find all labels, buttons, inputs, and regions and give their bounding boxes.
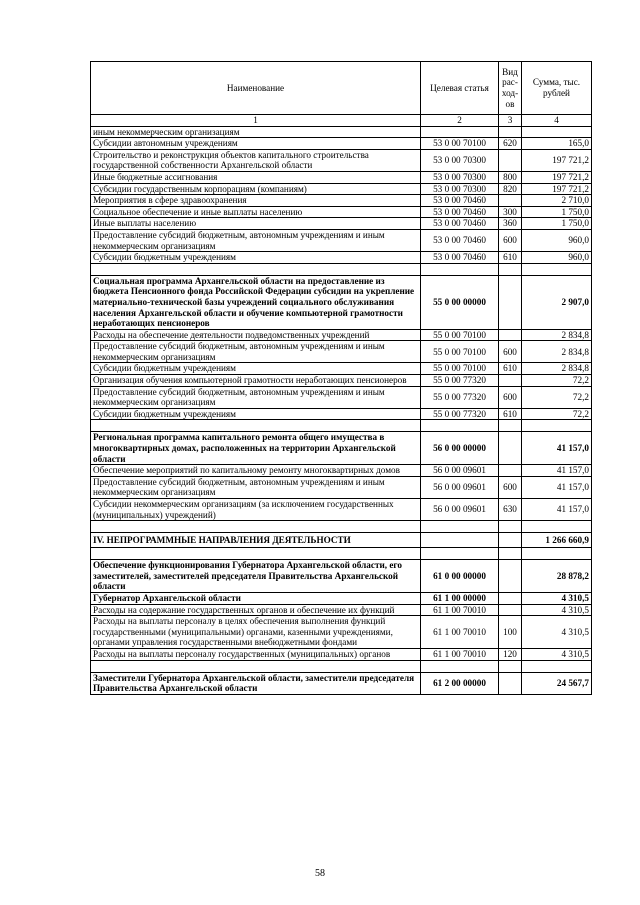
cell-code: 56 0 00 00000 (421, 432, 499, 465)
cell-sum: 197 721,2 (522, 183, 592, 195)
table-row (91, 432, 592, 465)
table-row (91, 252, 592, 264)
table-row (91, 218, 592, 230)
cell-name: Субсидии автономным учреждениям (91, 138, 421, 150)
cell-name: Субсидии бюджетным учреждениям (91, 408, 421, 420)
cell-name: Организация обучения компьютерной грамотности неработающих пенсионеров (91, 375, 421, 387)
cell-code: 55 0 00 77320 (421, 386, 499, 408)
cell-exp (499, 548, 522, 560)
cell-exp (499, 465, 522, 477)
budget-table (90, 61, 592, 695)
cell-exp (499, 195, 522, 207)
table-header-row (91, 62, 592, 115)
cell-name: Расходы на содержание государственных органов и обеспечение их функций (91, 604, 421, 616)
cell-sum: 2 834,8 (522, 329, 592, 341)
header-code: Целевая статья (421, 62, 499, 115)
cell-exp (499, 275, 522, 329)
cell-name: Обеспечение функционирования Губернатора Архангельской области, его заместителей, заместителей председателя Правительства Архангельской области (91, 560, 421, 593)
cell-name: Субсидии бюджетным учреждениям (91, 363, 421, 375)
cell-exp: 820 (499, 183, 522, 195)
cell-exp: 800 (499, 171, 522, 183)
cell-sum: 2 834,8 (522, 341, 592, 363)
cell-name: Иные выплаты населению (91, 218, 421, 230)
cell-exp (499, 149, 522, 171)
spacer-row (91, 660, 592, 672)
cell-code (421, 263, 499, 275)
cell-code: 56 0 00 09601 (421, 465, 499, 477)
cell-exp: 120 (499, 648, 522, 660)
table-row (91, 341, 592, 363)
table-row (91, 465, 592, 477)
header-index-1: 1 (91, 115, 421, 127)
cell-sum: 165,0 (522, 138, 592, 150)
cell-name (91, 263, 421, 275)
cell-name: Социальная программа Архангельской области на предоставление из бюджета Пенсионного фонда Российской Федерации субсидии на укрепление материально-технической базы учреждений социального обслуживания населения Архангельской области и обучение компьютерной грамотности неработающих пенсионеров (91, 275, 421, 329)
table-row (91, 149, 592, 171)
table-row (91, 386, 592, 408)
cell-code: 53 0 00 70460 (421, 252, 499, 264)
table-row (91, 592, 592, 604)
cell-code: 53 0 00 70100 (421, 138, 499, 150)
cell-name: Предоставление субсидий бюджетным, автономным учреждениям и иным некоммерческим организациям (91, 476, 421, 498)
table-row (91, 329, 592, 341)
cell-exp: 360 (499, 218, 522, 230)
cell-exp: 600 (499, 229, 522, 251)
cell-sum: 72,2 (522, 375, 592, 387)
cell-name: Обеспечение мероприятий по капитальному ремонту многоквартирных домов (91, 465, 421, 477)
cell-exp (499, 672, 522, 694)
cell-sum: 41 157,0 (522, 432, 592, 465)
table-row (91, 195, 592, 207)
cell-code: 61 2 00 00000 (421, 672, 499, 694)
cell-code (421, 521, 499, 533)
cell-name: Строительство и реконструкция объектов капитального строительства государственной собственности Архангельской области (91, 149, 421, 171)
table-row (91, 183, 592, 195)
cell-sum: 4 310,5 (522, 592, 592, 604)
cell-code: 53 0 00 70460 (421, 229, 499, 251)
header-sum: Сумма, тыс. рублей (522, 62, 592, 115)
cell-code (421, 126, 499, 138)
cell-code: 53 0 00 70460 (421, 195, 499, 207)
cell-sum: 41 157,0 (522, 476, 592, 498)
table-row (91, 375, 592, 387)
cell-sum: 2 710,0 (522, 195, 592, 207)
cell-exp (499, 432, 522, 465)
page-number: 58 (315, 868, 325, 879)
cell-code (421, 420, 499, 432)
cell-exp: 300 (499, 206, 522, 218)
cell-exp: 600 (499, 476, 522, 498)
cell-sum: 1 750,0 (522, 218, 592, 230)
header-index-4: 4 (522, 115, 592, 127)
header-name: Наименование (91, 62, 421, 115)
cell-exp (499, 521, 522, 533)
cell-sum: 72,2 (522, 386, 592, 408)
cell-exp: 610 (499, 252, 522, 264)
cell-name: Региональная программа капитального ремонта общего имущества в многоквартирных домах, расположенных на территории Архангельской области (91, 432, 421, 465)
cell-code: 55 0 00 00000 (421, 275, 499, 329)
cell-sum: 1 266 660,9 (522, 533, 592, 548)
cell-code: 55 0 00 77320 (421, 375, 499, 387)
cell-sum: 960,0 (522, 229, 592, 251)
cell-name: Предоставление субсидий бюджетным, автономным учреждениям и иным некоммерческим организациям (91, 386, 421, 408)
table-row (91, 672, 592, 694)
table-index-row (91, 115, 592, 127)
header-index-3: 3 (499, 115, 522, 127)
cell-code: 53 0 00 70300 (421, 171, 499, 183)
cell-name: IV. НЕПРОГРАММНЫЕ НАПРАВЛЕНИЯ ДЕЯТЕЛЬНОСТИ (91, 533, 421, 548)
spacer-row (91, 548, 592, 560)
cell-code (421, 533, 499, 548)
spacer-row (91, 521, 592, 533)
cell-name: Субсидии бюджетным учреждениям (91, 252, 421, 264)
cell-code: 55 0 00 70100 (421, 363, 499, 375)
cell-sum: 41 157,0 (522, 465, 592, 477)
cell-exp: 610 (499, 408, 522, 420)
table-row (91, 206, 592, 218)
cell-sum: 4 310,5 (522, 648, 592, 660)
cell-name: Расходы на обеспечение деятельности подведомственных учреждений (91, 329, 421, 341)
cell-sum: 24 567,7 (522, 672, 592, 694)
cell-exp (499, 126, 522, 138)
cell-name: Расходы на выплаты персоналу государственных (муниципальных) органов (91, 648, 421, 660)
table-body (91, 126, 592, 694)
cell-code: 56 0 00 09601 (421, 499, 499, 521)
cell-code: 61 0 00 00000 (421, 560, 499, 593)
table-row (91, 499, 592, 521)
cell-sum: 1 750,0 (522, 206, 592, 218)
table-row (91, 229, 592, 251)
cell-sum: 2 834,8 (522, 363, 592, 375)
table-row (91, 476, 592, 498)
cell-exp (499, 533, 522, 548)
cell-name (91, 548, 421, 560)
cell-name: иным некоммерческим организациям (91, 126, 421, 138)
cell-sum: 4 310,5 (522, 604, 592, 616)
cell-exp (499, 329, 522, 341)
cell-name: Иные бюджетные ассигнования (91, 171, 421, 183)
cell-sum: 197 721,2 (522, 171, 592, 183)
cell-name (91, 660, 421, 672)
cell-exp (499, 604, 522, 616)
cell-exp: 630 (499, 499, 522, 521)
cell-sum: 197 721,2 (522, 149, 592, 171)
cell-code: 53 0 00 70460 (421, 206, 499, 218)
cell-exp (499, 560, 522, 593)
cell-code: 61 1 00 70010 (421, 616, 499, 649)
cell-code (421, 660, 499, 672)
cell-name (91, 420, 421, 432)
cell-code: 61 1 00 70010 (421, 604, 499, 616)
cell-exp: 610 (499, 363, 522, 375)
cell-name: Субсидии государственным корпорациям (компаниям) (91, 183, 421, 195)
cell-exp: 620 (499, 138, 522, 150)
cell-name: Предоставление субсидий бюджетным, автономным учреждениям и иным некоммерческим организациям (91, 229, 421, 251)
cell-name: Социальное обеспечение и иные выплаты населению (91, 206, 421, 218)
cell-code: 61 1 00 70010 (421, 648, 499, 660)
cell-name: Субсидии некоммерческим организациям (за исключением государственных (муниципальных) учреждений) (91, 499, 421, 521)
header-index-2: 2 (421, 115, 499, 127)
table-row (91, 171, 592, 183)
table-row (91, 275, 592, 329)
cell-code (421, 548, 499, 560)
cell-name: Предоставление субсидий бюджетным, автономным учреждениям и иным некоммерческим организациям (91, 341, 421, 363)
spacer-row (91, 420, 592, 432)
table-row (91, 616, 592, 649)
cell-sum: 72,2 (522, 408, 592, 420)
cell-exp: 600 (499, 341, 522, 363)
cell-exp (499, 263, 522, 275)
cell-name (91, 521, 421, 533)
table-row (91, 363, 592, 375)
cell-code: 55 0 00 77320 (421, 408, 499, 420)
cell-sum: 2 907,0 (522, 275, 592, 329)
cell-exp (499, 420, 522, 432)
cell-sum (522, 263, 592, 275)
table-row (91, 560, 592, 593)
cell-code: 55 0 00 70100 (421, 329, 499, 341)
table-row (91, 533, 592, 548)
cell-sum: 41 157,0 (522, 499, 592, 521)
table-row (91, 648, 592, 660)
cell-exp: 600 (499, 386, 522, 408)
cell-name: Мероприятия в сфере здравоохранения (91, 195, 421, 207)
cell-exp: 100 (499, 616, 522, 649)
cell-sum: 4 310,5 (522, 616, 592, 649)
table-row (91, 408, 592, 420)
table-row (91, 126, 592, 138)
table-row (91, 604, 592, 616)
cell-name: Губернатор Архангельской области (91, 592, 421, 604)
cell-code: 61 1 00 00000 (421, 592, 499, 604)
cell-sum (522, 521, 592, 533)
cell-exp (499, 375, 522, 387)
cell-sum (522, 420, 592, 432)
cell-code: 53 0 00 70460 (421, 218, 499, 230)
cell-exp (499, 592, 522, 604)
cell-name: Заместители Губернатора Архангельской области, заместители председателя Правительства Архангельской области (91, 672, 421, 694)
cell-sum: 28 878,2 (522, 560, 592, 593)
cell-code: 53 0 00 70300 (421, 149, 499, 171)
cell-sum (522, 660, 592, 672)
cell-sum (522, 126, 592, 138)
spacer-row (91, 263, 592, 275)
cell-name: Расходы на выплаты персоналу в целях обеспечения выполнения функций государственными (муниципальными) органами, казенными учреждениями, органами управления государственными внебюджетными фондами (91, 616, 421, 649)
cell-code: 56 0 00 09601 (421, 476, 499, 498)
cell-code: 53 0 00 70300 (421, 183, 499, 195)
header-exp: Вид рас-ход-ов (499, 62, 522, 115)
cell-code: 55 0 00 70100 (421, 341, 499, 363)
cell-sum (522, 548, 592, 560)
cell-exp (499, 660, 522, 672)
cell-sum: 960,0 (522, 252, 592, 264)
table-row (91, 138, 592, 150)
